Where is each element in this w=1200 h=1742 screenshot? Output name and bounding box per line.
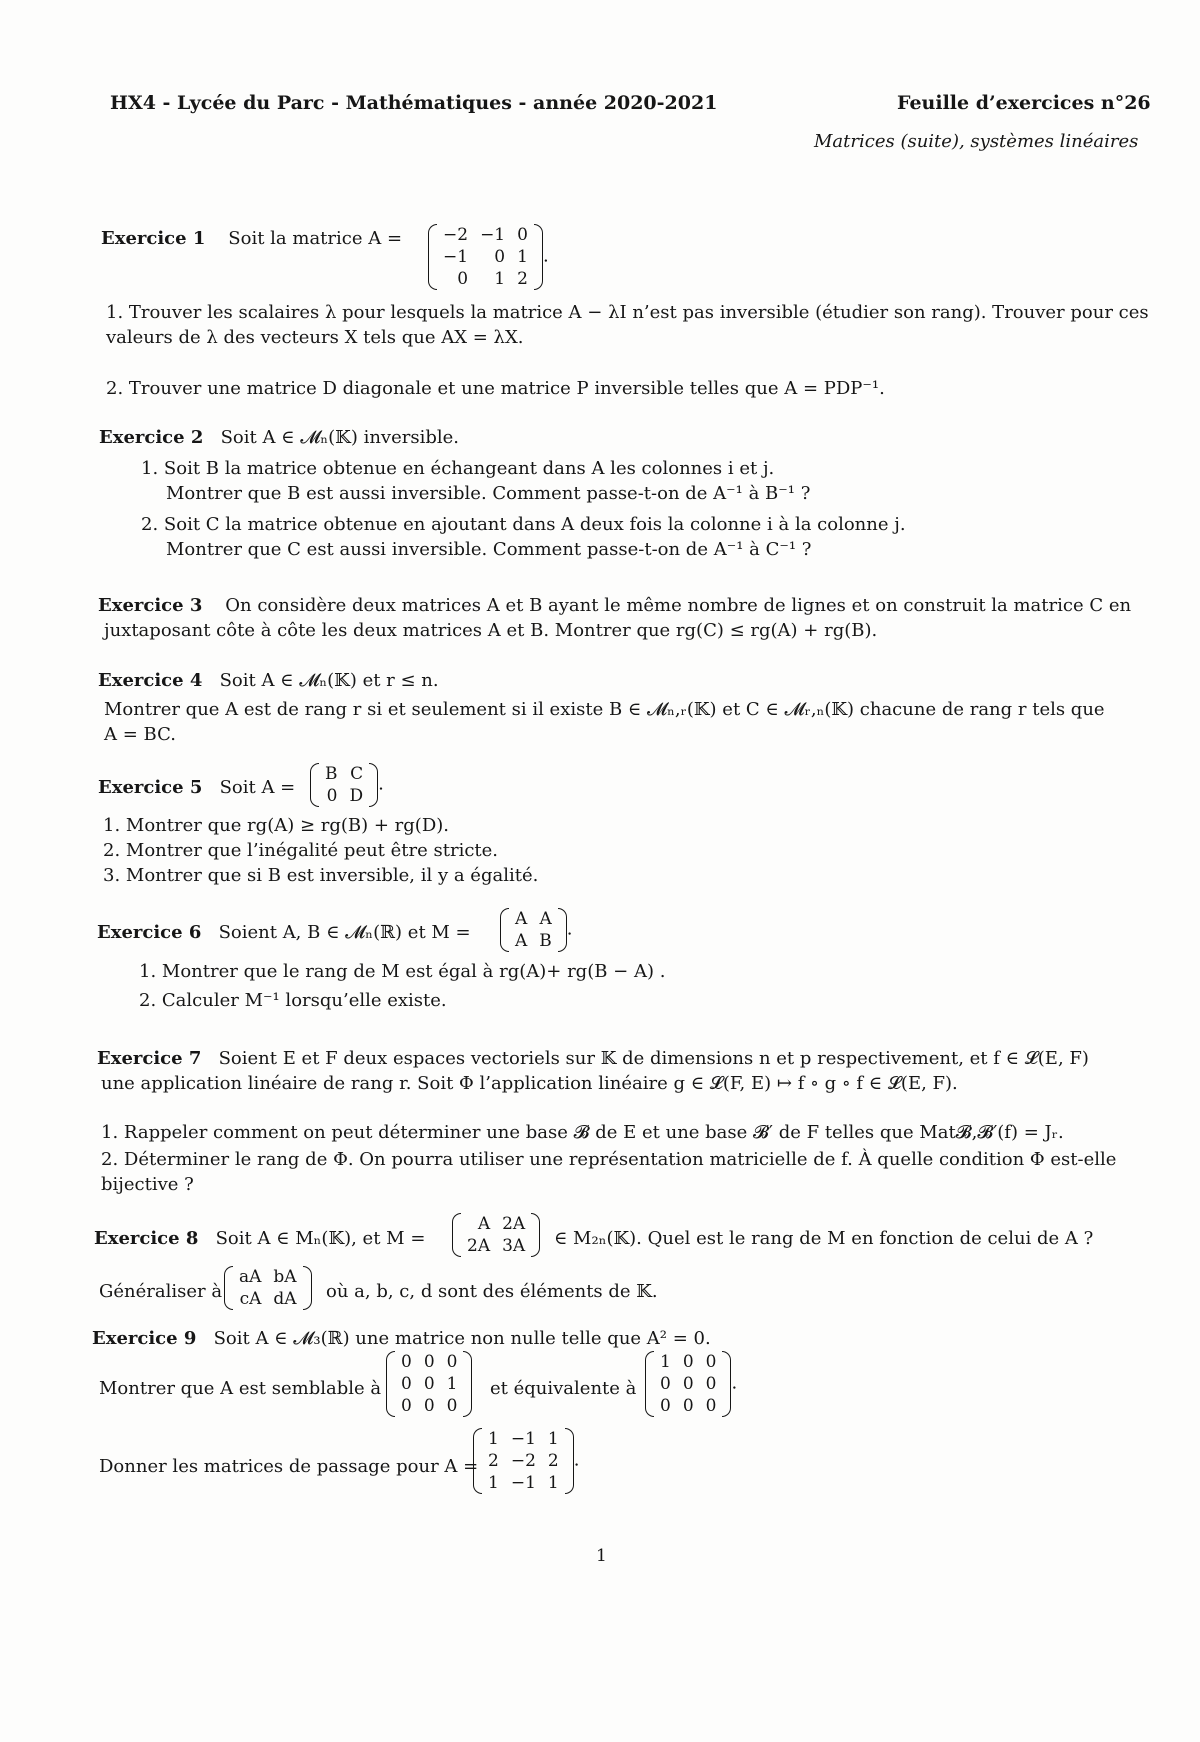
exercise-5-intro <box>98 777 295 798</box>
exercise-4-text: Soit A ∈ 𝓜ₙ(𝕂) et r ≤ n. <box>219 670 439 691</box>
exercise-7-q1: 1. Rappeler comment on peut déterminer une base 𝓑 de E et une base 𝓑′ de F telles que Mat𝓑,𝓑′(f) = Jᵣ. <box>101 1122 1064 1143</box>
matrix-cell: A <box>477 1214 491 1234</box>
matrix-cell: A <box>539 909 552 929</box>
matrix-cell: 0 <box>682 1396 694 1416</box>
exercise-5-q2: 2. Montrer que l’inégalité peut être stricte. <box>103 840 499 861</box>
exercise-9-intro <box>92 1328 711 1349</box>
exercise-1-label: Exercice 1 <box>101 228 206 249</box>
exercise-2-intro <box>99 427 459 448</box>
matrix-ex8-general <box>224 1266 312 1310</box>
matrix-cell: 1 <box>517 247 528 267</box>
matrix-cell: aA <box>239 1267 262 1287</box>
exercise-2-q1-line1: 1. Soit B la matrice obtenue en échangeant dans A les colonnes i et j. <box>141 458 775 479</box>
exercise-9-label: Exercice 9 <box>92 1328 197 1349</box>
exercise-8-tail: ∈ M₂ₙ(𝕂). Quel est le rang de M en fonction de celui de A ? <box>554 1228 1094 1249</box>
matrix-cell: −2 <box>443 225 469 245</box>
matrix <box>500 908 567 952</box>
exercise-7-text1: Soient E et F deux espaces vectoriels sur 𝕂 de dimensions n et p respectivement, et f ∈ 𝓛(E, F) <box>218 1048 1089 1069</box>
exercise-3-label: Exercice 3 <box>98 595 203 616</box>
exercise-3-line1 <box>98 595 1131 616</box>
exercise-7-q2-line1: 2. Déterminer le rang de Φ. On pourra utiliser une représentation matricielle de f. À quelle condition Φ est-elle <box>101 1149 1117 1170</box>
matrix-cell: 0 <box>705 1396 717 1416</box>
header-left: HX4 - Lycée du Parc - Mathématiques - année 2020-2021 <box>110 92 718 114</box>
matrix-cell: 0 <box>401 1374 412 1394</box>
exercise-6-q1: 1. Montrer que le rang de M est égal à rg(A)+ rg(B − A) . <box>139 961 666 982</box>
matrix-cell: 0 <box>446 1352 458 1372</box>
matrix-cell: 0 <box>423 1352 435 1372</box>
matrix-cell: B <box>325 764 338 784</box>
matrix-cell: 3A <box>502 1236 526 1256</box>
exercise-1-q1-line1: 1. Trouver les scalaires λ pour lesquels la matrice A − λI n’est pas inversible (étudier son rang). Trouver pour ces <box>106 302 1149 323</box>
matrix-cell: 2 <box>517 269 528 289</box>
matrix <box>386 1351 472 1417</box>
exercise-1-q1-line2: valeurs de λ des vecteurs X tels que AX = λX. <box>106 327 524 348</box>
matrix-cell: 0 <box>423 1374 435 1394</box>
matrix-cell: dA <box>273 1289 297 1309</box>
matrix-cell: 0 <box>326 786 338 806</box>
matrix <box>452 1213 540 1257</box>
matrix-cell: 0 <box>705 1374 717 1394</box>
matrix-cell: cA <box>239 1289 262 1309</box>
matrix-cell: 0 <box>457 269 469 289</box>
exercise-9-line2: Donner les matrices de passage pour A = <box>99 1456 479 1477</box>
matrix-cell: 0 <box>660 1374 671 1394</box>
exercise-9-text: Soit A ∈ 𝓜₃(ℝ) une matrice non nulle telle que A² = 0. <box>213 1328 711 1349</box>
matrix-cell: −1 <box>443 247 469 267</box>
exercise-7-q2-line2: bijective ? <box>101 1174 194 1195</box>
matrix-cell: 0 <box>682 1374 694 1394</box>
exercise-1-text: Soit la matrice A = <box>228 228 403 249</box>
matrix-cell: 1 <box>446 1374 458 1394</box>
matrix-cell: B <box>539 931 552 951</box>
matrix-cell: 0 <box>494 247 506 267</box>
page-number: 1 <box>596 1546 607 1566</box>
matrix <box>428 224 543 290</box>
exercise-4-label: Exercice 4 <box>98 670 203 691</box>
exercise-9-line1: Montrer que A est semblable à <box>99 1378 382 1399</box>
matrix-ex9-passage: 1 −1 1 2 −2 2 1 −1 1 . <box>473 1428 579 1494</box>
exercise-6-text: Soient A, B ∈ 𝓜ₙ(ℝ) et M = <box>218 922 471 943</box>
matrix-cell: 0 <box>401 1352 412 1372</box>
matrix-a-ex1: −2 −1 0 −1 0 1 0 1 2 . <box>428 224 549 290</box>
exercise-5-label: Exercice 5 <box>98 777 203 798</box>
matrix-cell: 0 <box>517 225 528 245</box>
exercise-8-label: Exercice 8 <box>94 1228 199 1249</box>
matrix-cell: 2 <box>488 1451 499 1471</box>
exercise-7-line1 <box>97 1048 1089 1069</box>
exercise-7-line2: une application linéaire de rang r. Soit Φ l’application linéaire g ∈ 𝓛(F, E) ↦ f ∘ g ∘ f ∈ 𝓛(E, F). <box>101 1073 958 1094</box>
matrix-cell: D <box>349 786 364 806</box>
matrix-cell: 1 <box>494 269 506 289</box>
matrix-cell: bA <box>273 1267 297 1287</box>
matrix-ex9-equivalent: 1 0 0 0 0 0 0 0 0 . <box>645 1351 737 1417</box>
matrix-cell: 1 <box>547 1429 559 1449</box>
matrix-cell: 1 <box>488 1429 499 1449</box>
header-subtitle: Matrices (suite), systèmes linéaires <box>814 131 1139 152</box>
exercise-3-text1: On considère deux matrices A et B ayant le même nombre de lignes et on construit la matrice C en <box>225 595 1132 616</box>
matrix-ex9-similar <box>386 1351 472 1417</box>
matrix-cell: 2A <box>467 1236 491 1256</box>
exercise-6-q2: 2. Calculer M⁻¹ lorsqu’elle existe. <box>139 990 447 1011</box>
exercise-8-text: Soit A ∈ Mₙ(𝕂), et M = <box>215 1228 426 1249</box>
exercise-5-q1: 1. Montrer que rg(A) ≥ rg(B) + rg(D). <box>103 815 450 836</box>
exercise-4-line2: A = BC. <box>104 724 176 745</box>
exercise-1-q2: 2. Trouver une matrice D diagonale et une matrice P inversible telles que A = PDP⁻¹. <box>106 378 885 399</box>
matrix <box>645 1351 731 1417</box>
exercise-7-label: Exercice 7 <box>97 1048 202 1069</box>
matrix <box>473 1428 574 1494</box>
matrix-ex8 <box>452 1213 540 1257</box>
matrix-cell: 0 <box>682 1352 694 1372</box>
matrix-cell: 1 <box>488 1473 499 1493</box>
exercise-2-text: Soit A ∈ 𝓜ₙ(𝕂) inversible. <box>220 427 459 448</box>
exercise-4-line1: Montrer que A est de rang r si et seulement si il existe B ∈ 𝓜ₙ,ᵣ(𝕂) et C ∈ 𝓜ᵣ,ₙ(𝕂) chacune de rang r tels que <box>104 699 1105 720</box>
matrix-cell: −2 <box>510 1451 536 1471</box>
matrix-cell: −1 <box>480 225 506 245</box>
matrix-cell: −1 <box>510 1429 536 1449</box>
exercise-6-intro <box>97 922 471 943</box>
matrix-ex6: A A A B . <box>500 908 573 952</box>
matrix-cell: 0 <box>660 1396 671 1416</box>
matrix-cell: 2A <box>502 1214 526 1234</box>
matrix-ex5: B C 0 D . <box>310 763 384 807</box>
matrix-cell: 1 <box>660 1352 671 1372</box>
exercise-5-q3: 3. Montrer que si B est inversible, il y a égalité. <box>103 865 539 886</box>
matrix-cell: 2 <box>547 1451 559 1471</box>
exercise-8-generalize: Généraliser à <box>99 1281 223 1302</box>
exercise-9-mid: et équivalente à <box>490 1378 637 1399</box>
exercise-2-q2-line1: 2. Soit C la matrice obtenue en ajoutant dans A deux fois la colonne i à la colonne j. <box>141 514 906 535</box>
exercise-2-label: Exercice 2 <box>99 427 204 448</box>
matrix <box>224 1266 312 1310</box>
matrix-cell: −1 <box>510 1473 536 1493</box>
matrix-cell: 0 <box>705 1352 717 1372</box>
matrix-cell: 0 <box>423 1396 435 1416</box>
exercise-4-intro <box>98 670 439 691</box>
exercise-1-intro <box>101 228 402 249</box>
matrix-cell: 0 <box>446 1396 458 1416</box>
matrix-cell: 1 <box>547 1473 559 1493</box>
matrix-cell: 0 <box>401 1396 412 1416</box>
exercise-5-text: Soit A = <box>219 777 296 798</box>
matrix <box>310 763 378 807</box>
matrix-cell: A <box>515 931 528 951</box>
exercise-8-generalize-tail: où a, b, c, d sont des éléments de 𝕂. <box>326 1281 658 1302</box>
exercise-6-label: Exercice 6 <box>97 922 202 943</box>
exercise-8-intro <box>94 1228 425 1249</box>
header-right: Feuille d’exercices n°26 <box>897 92 1151 114</box>
matrix-cell: A <box>515 909 528 929</box>
exercise-2-q1-line2: Montrer que B est aussi inversible. Comment passe-t-on de A⁻¹ à B⁻¹ ? <box>166 483 811 504</box>
exercise-3-line2: juxtaposant côte à côte les deux matrices A et B. Montrer que rg(C) ≤ rg(A) + rg(B). <box>104 620 878 641</box>
exercise-2-q2-line2: Montrer que C est aussi inversible. Comment passe-t-on de A⁻¹ à C⁻¹ ? <box>166 539 812 560</box>
matrix-cell: C <box>350 764 364 784</box>
